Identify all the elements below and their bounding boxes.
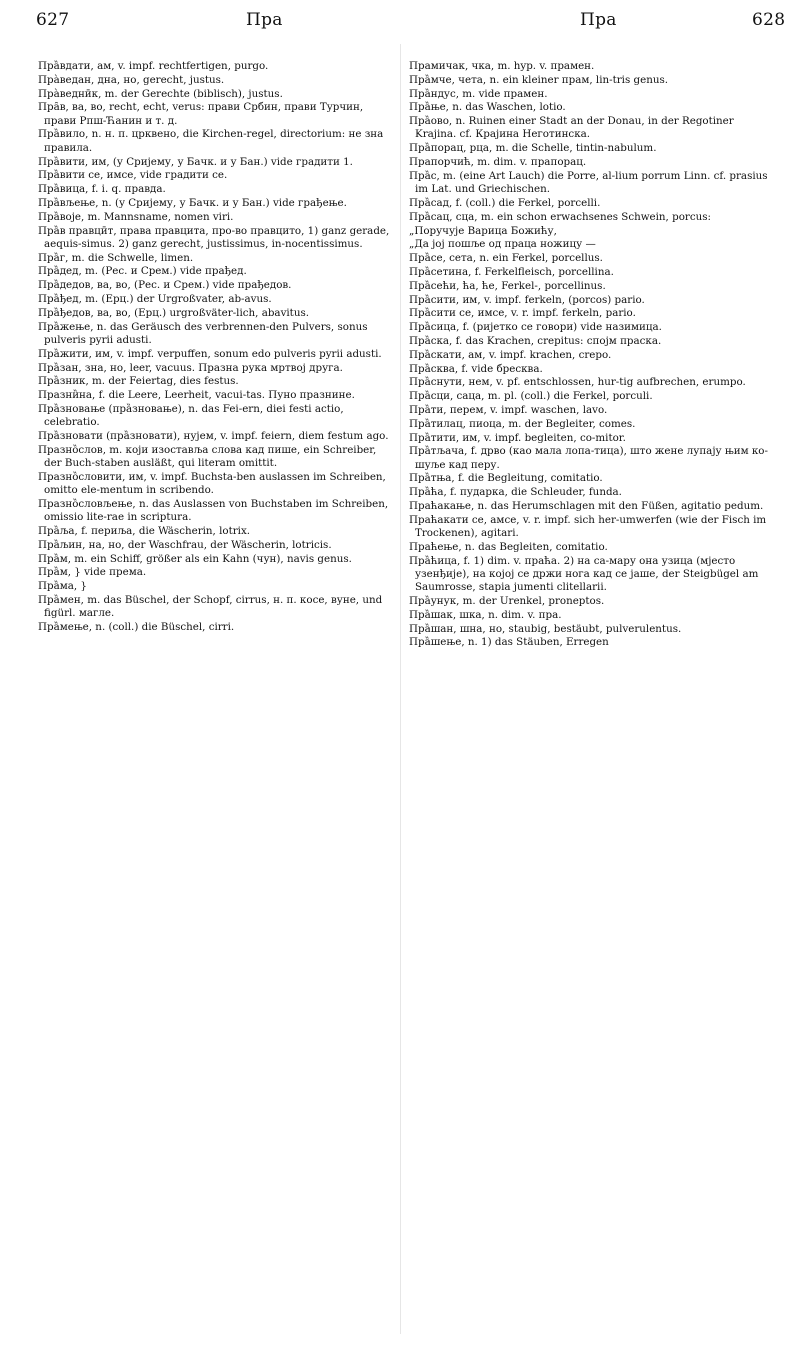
dictionary-entry: Пра̏тити, им, v. impf. begleiten, co-mitor. (409, 431, 626, 444)
dictionary-entry: Пра̏тљача, f. дрво (као мала лопа-тица), што жене лупају њим ко-шуље кад перу. (409, 445, 768, 471)
dictionary-entry: Праћакање, n. das Herumschlagen mit den Füßen, agitatio pedum. (409, 500, 764, 512)
dictionary-entry: Пра̀веднӣк, m. der Gerechte (biblisch), justus. (38, 87, 283, 100)
dictionary-entry: Празно̏словљење, n. das Auslassen von Buchstaben im Schreiben, omissio lite-rae in scriptura. (38, 498, 389, 524)
dictionary-entry: Праћење, n. das Begleiten, comitatio. (409, 540, 608, 553)
dictionary-entry: Пра̏ља, f. периља, die Wäscherin, lotrix. (38, 525, 251, 538)
dictionary-entry: Пра̏дедов, ва, во, (Рес. и Срем.) vide прађедов. (38, 279, 292, 292)
dictionary-entry: Пра̏зник, m. der Feiertag, dies festus. (38, 375, 239, 388)
dictionary-entry: Пра̏м, } vide према. (38, 566, 147, 579)
dictionary-entry: Пра̏ћа, f. пударка, die Schleuder, funda. (409, 486, 622, 499)
dictionary-entry: Пра̏дед, m. (Рес. и Срем.) vide прађед. (38, 265, 247, 278)
dictionary-entry: Пра̏ска, f. das Krachen, crepitus: спојм праска. (409, 334, 662, 347)
dictionary-entry: Пра̏ње, n. das Waschen, lotio. (409, 101, 566, 114)
dictionary-entry: Пра̑в, ва, во, recht, echt, verus: прави Србин, прави Турчин, прави Рпш-Ћанин и т. д. (38, 101, 364, 127)
dictionary-entry: Пра̏сити се, имсе, v. r. impf. ferkeln, pario. (409, 307, 636, 320)
dictionary-entry: „Да јој пошље од праца ножицу — (409, 238, 596, 251)
dictionary-entry: Пра̏ти, перем, v. impf. waschen, lavo. (409, 403, 608, 416)
dictionary-entry: Пра̏сити, им, v. impf. ferkeln, (porcos) pario. (409, 293, 645, 306)
dictionary-entry: Пра̏снути, нем, v. pf. entschlossen, hur-tig aufbrechen, erumpo. (409, 376, 746, 389)
dictionary-entry: Пра̏в правцӣт, права правцита, про-во правцито, 1) ganz gerade, aequis-simus. 2) ganz gerecht, justissimus, in-nocentissimus. (38, 224, 390, 250)
dictionary-entry: Пра̏зновати (пра̏зновати), нујем, v. impf. feiern, diem festum ago. (38, 430, 389, 443)
dictionary-entry: Пра̏мење, n. (coll.) die Büschel, cirri. (38, 621, 235, 634)
dictionary-entry: Пра̏ово, n. Ruinen einer Stadt an der Donau, in der Regotiner Krajina. cf. Крајина Неготинска. (409, 115, 734, 141)
dictionary-entry: Пра̏жити, им, v. impf. verpuffen, sonum edo pulveris pyrii adusti. (38, 347, 382, 360)
dictionary-entry: Пра̏ђедов, ва, во, (Ерц.) urgroßväter-lich, abavitus. (38, 306, 310, 319)
dictionary-entry: Прамичак, чка, m. hyp. v. прамен. (409, 60, 595, 72)
dictionary-entry: Праћакати се, амсе, v. r. impf. sich her-umwerfen (wie der Fisch im Trockenen), agitari. (409, 513, 767, 540)
dictionary-entry: Пра̏мен, m. das Büschel, der Schopf, cirrus, н. п. косе, вуне, und figürl. магле. (38, 594, 383, 620)
dictionary-entry: Пра̏зновање (пра̏зновање), n. das Fei-ern, diei festi actio, celebratio. (38, 402, 344, 429)
dictionary-entry: Пра̏скати, ам, v. impf. krachen, crepo. (409, 348, 612, 361)
dictionary-entry: Прапорчић, m. dim. v. прапорац. (409, 156, 587, 169)
dictionary-entry: Пра̏сац, сца, m. ein schon erwachsenes Schwein, porcus: (409, 210, 711, 223)
dictionary-entry: Пра̏г, m. die Schwelle, limen. (38, 251, 194, 264)
dictionary-entry: Пра̏сећи, ћа, ће, Ferkel-, porcellinus. (409, 279, 606, 292)
dictionary-entry: Пра̏се, сета, n. ein Ferkel, porcellus. (409, 252, 603, 265)
dictionary-entry: Пра̏вица, f. i. q. правда. (38, 183, 166, 196)
dictionary-entry: Пра̏вити, им, (у Сријему, у Бачк. и у Бан.) vide градити 1. (38, 155, 353, 168)
dictionary-entry: Пра̏воје, m. Mannsname, nomen viri. (38, 210, 234, 223)
dictionary-entry: Празни̏на, f. die Leere, Leerheit, vacui-tas. Пуно празнине. (38, 389, 355, 402)
dictionary-entry: Пра̏тилац, пиоца, m. der Begleiter, comes. (409, 417, 636, 430)
dictionary-entry: Пра̏мче, чета, n. ein kleiner прам, lin-tris genus. (409, 73, 669, 86)
page-header (0, 4, 801, 44)
dictionary-entry: Пра̏зан, зна, но, leer, vacuus. Празна рука мртвој друга. (38, 361, 343, 374)
dictionary-entry: Празно̏слов, m. који изоставља слова кад пише, ein Schreiber, der Buch-staben ausläßt, qui literam omittit. (38, 443, 377, 470)
page-number-left: 627 (36, 10, 70, 30)
dictionary-entry: Пра̏вљење, n. (у Сријему, у Бачк. и у Бан.) vide грађење. (38, 196, 347, 209)
dictionary-entry: Пра̏м, m. ein Schiff, größer als ein Kahn (чун), navis genus. (38, 552, 352, 565)
page-number-right: 628 (752, 10, 786, 30)
running-head-right: Пра (580, 10, 617, 30)
dictionary-entry: Празно̏словити, им, v. impf. Buchsta-ben auslassen im Schreiben, omitto ele-mentum in scribendo. (38, 470, 386, 497)
dictionary-entry: Пра̏тња, f. die Begleitung, comitatio. (409, 472, 603, 485)
dictionary-entry: Пра̏сква, f. vide бресква. (409, 362, 543, 375)
dictionary-entry: Пра̏шак, шка, n. dim. v. пра. (409, 608, 562, 621)
dictionary-entry: Пра̏вило, n. н. п. црквено, die Kirchen-regel, directorium: не зна правила. (38, 128, 384, 154)
column-divider (400, 44, 401, 1334)
left-column (38, 60, 392, 635)
dictionary-entry: Пра̏порац, рца, m. die Schelle, tintin-nabulum. (409, 142, 657, 155)
dictionary-entry: Пра̏сица, f. (ријетко се говори) vide назимица. (409, 321, 662, 334)
dictionary-entry: Пра̏шан, шна, но, staubig, bestäubt, pulverulentus. (409, 622, 682, 635)
right-column (409, 60, 775, 650)
dictionary-entry: Пра̏ђед, m. (Ерц.) der Urgroßvater, ab-avus. (38, 293, 272, 306)
dictionary-entry: Пра̏сад, f. (coll.) die Ferkel, porcelli. (409, 196, 601, 209)
dictionary-entry: Пра̏жење, n. das Geräusch des verbrennen-den Pulvers, sonus pulveris pyrii adusti. (38, 320, 368, 346)
dictionary-entry: Пра̏сетина, f. Ferkelfleisch, porcellina. (409, 265, 614, 278)
dictionary-entry: Пра̏љин, на, но, der Waschfrau, der Wäscherin, lotricis. (38, 538, 332, 551)
dictionary-entry: Пра̏ћица, f. 1) dim. v. праћа. 2) на са-мару она узица (мјесто узенђије), на којој се држи нога кад се јаше, der Steigbügel am Saumrosse, stapia jumenti clitellarii. (409, 554, 759, 594)
dictionary-entry: „Поручује Варица Божићу, (409, 224, 557, 237)
dictionary-entry: Пра̀ведан, дна, но, gerecht, justus. (38, 73, 225, 86)
dictionary-entry: Пра̏вдати, ам, v. impf. rechtfertigen, purgo. (38, 60, 269, 72)
dictionary-entry: Пра̏сци, саца, m. pl. (coll.) die Ferkel, porculi. (409, 390, 653, 403)
dictionary-entry: Пра̏вити се, имсе, vide градити се. (38, 169, 228, 182)
dictionary-entry: Пра̏ндус, m. vide прамен. (409, 87, 548, 100)
dictionary-entry: Пра̏с, m. (eine Art Lauch) die Porre, al-lium porrum Linn. cf. prasius im Lat. und Griechischen. (409, 169, 768, 196)
dictionary-entry: Пра̏ма, } (38, 580, 87, 593)
running-head-left: Пра (246, 10, 283, 30)
dictionary-entry: Пра̏унук, m. der Urenkel, proneptos. (409, 595, 605, 608)
dictionary-entry: Пра̏шење, n. 1) das Stäuben, Erregen (409, 636, 609, 649)
